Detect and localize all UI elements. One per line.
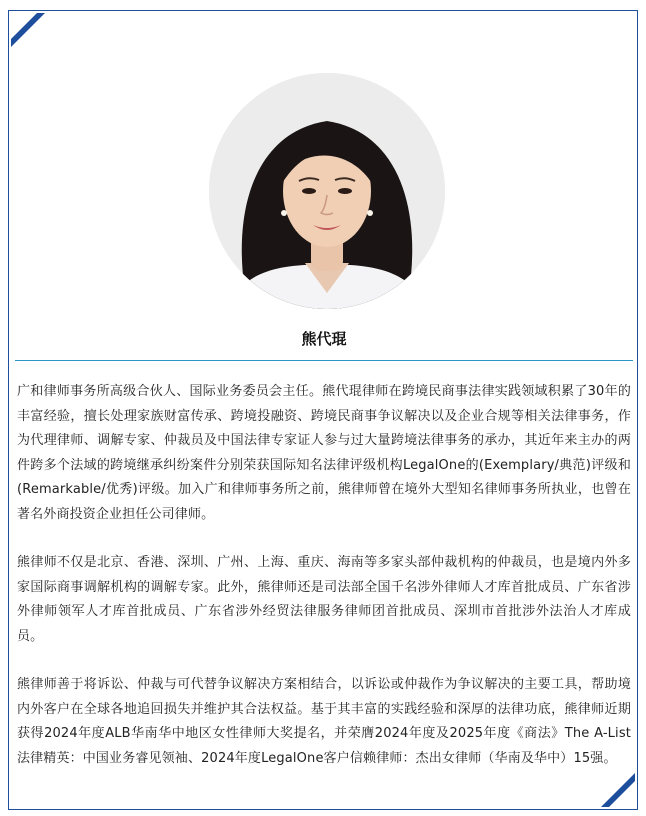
bio-paragraph: 广和律师事务所高级合伙人、国际业务委员会主任。熊代琨律师在跨境民商事法律实践领域积累了30年的丰富经验，擅长处理家族财富传承、跨境投融资、跨境民商事争议解决以及企业合规等相关法律事务，作为代理律师、调解专家、仲裁员及中国法律专家证人参与过大量跨境法律事务的承办，其近年来主办的两件跨多个法域的跨境继承纠纷案件分别荣获国际知名法律评级机构LegalOne的(Exemplary/典范)评级和(Remarkable/优秀)评级。加入广和律师事务所之前，熊律师曾在境外大型知名律师事务所执业，也曾在著名外商投资企业担任公司律师。 (17, 384, 631, 522)
corner-accent-top-left (11, 13, 51, 53)
bio-paragraph: 熊律师不仅是北京、香港、深圳、广州、上海、重庆、海南等多家头部仲裁机构的仲裁员，也是境内外多家国际商事调解机构的调解专家。此外，熊律师还是司法部全国千名涉外律师人才库首批成员、广东省涉外律师领军人才库首批成员、广东省涉外经贸法律服务律师团首批成员、深圳市首批涉外法治人才库成员。 (17, 555, 631, 644)
divider (15, 360, 633, 361)
bio-section (17, 380, 631, 795)
profile-photo (209, 73, 445, 309)
bio-paragraph: 熊律师善于将诉讼、仲裁与可代替争议解决方案相结合，以诉讼或仲裁作为争议解决的主要工具，帮助境内外客户在全球各地追回损失并维护其合法权益。基于其丰富的实践经验和深厚的法律功底，熊律师近期获得2024年度ALB华南华中地区女性律师大奖提名，并荣膺2024年度及2025年度《商法》The A-List 法律精英：中国业务睿见领袖、2024年度LegalOne客户信赖律师：杰出女律师（华南及华中）15强。 (17, 677, 631, 766)
profile-card (8, 10, 638, 810)
profile-name: 熊代琨 (301, 330, 347, 348)
